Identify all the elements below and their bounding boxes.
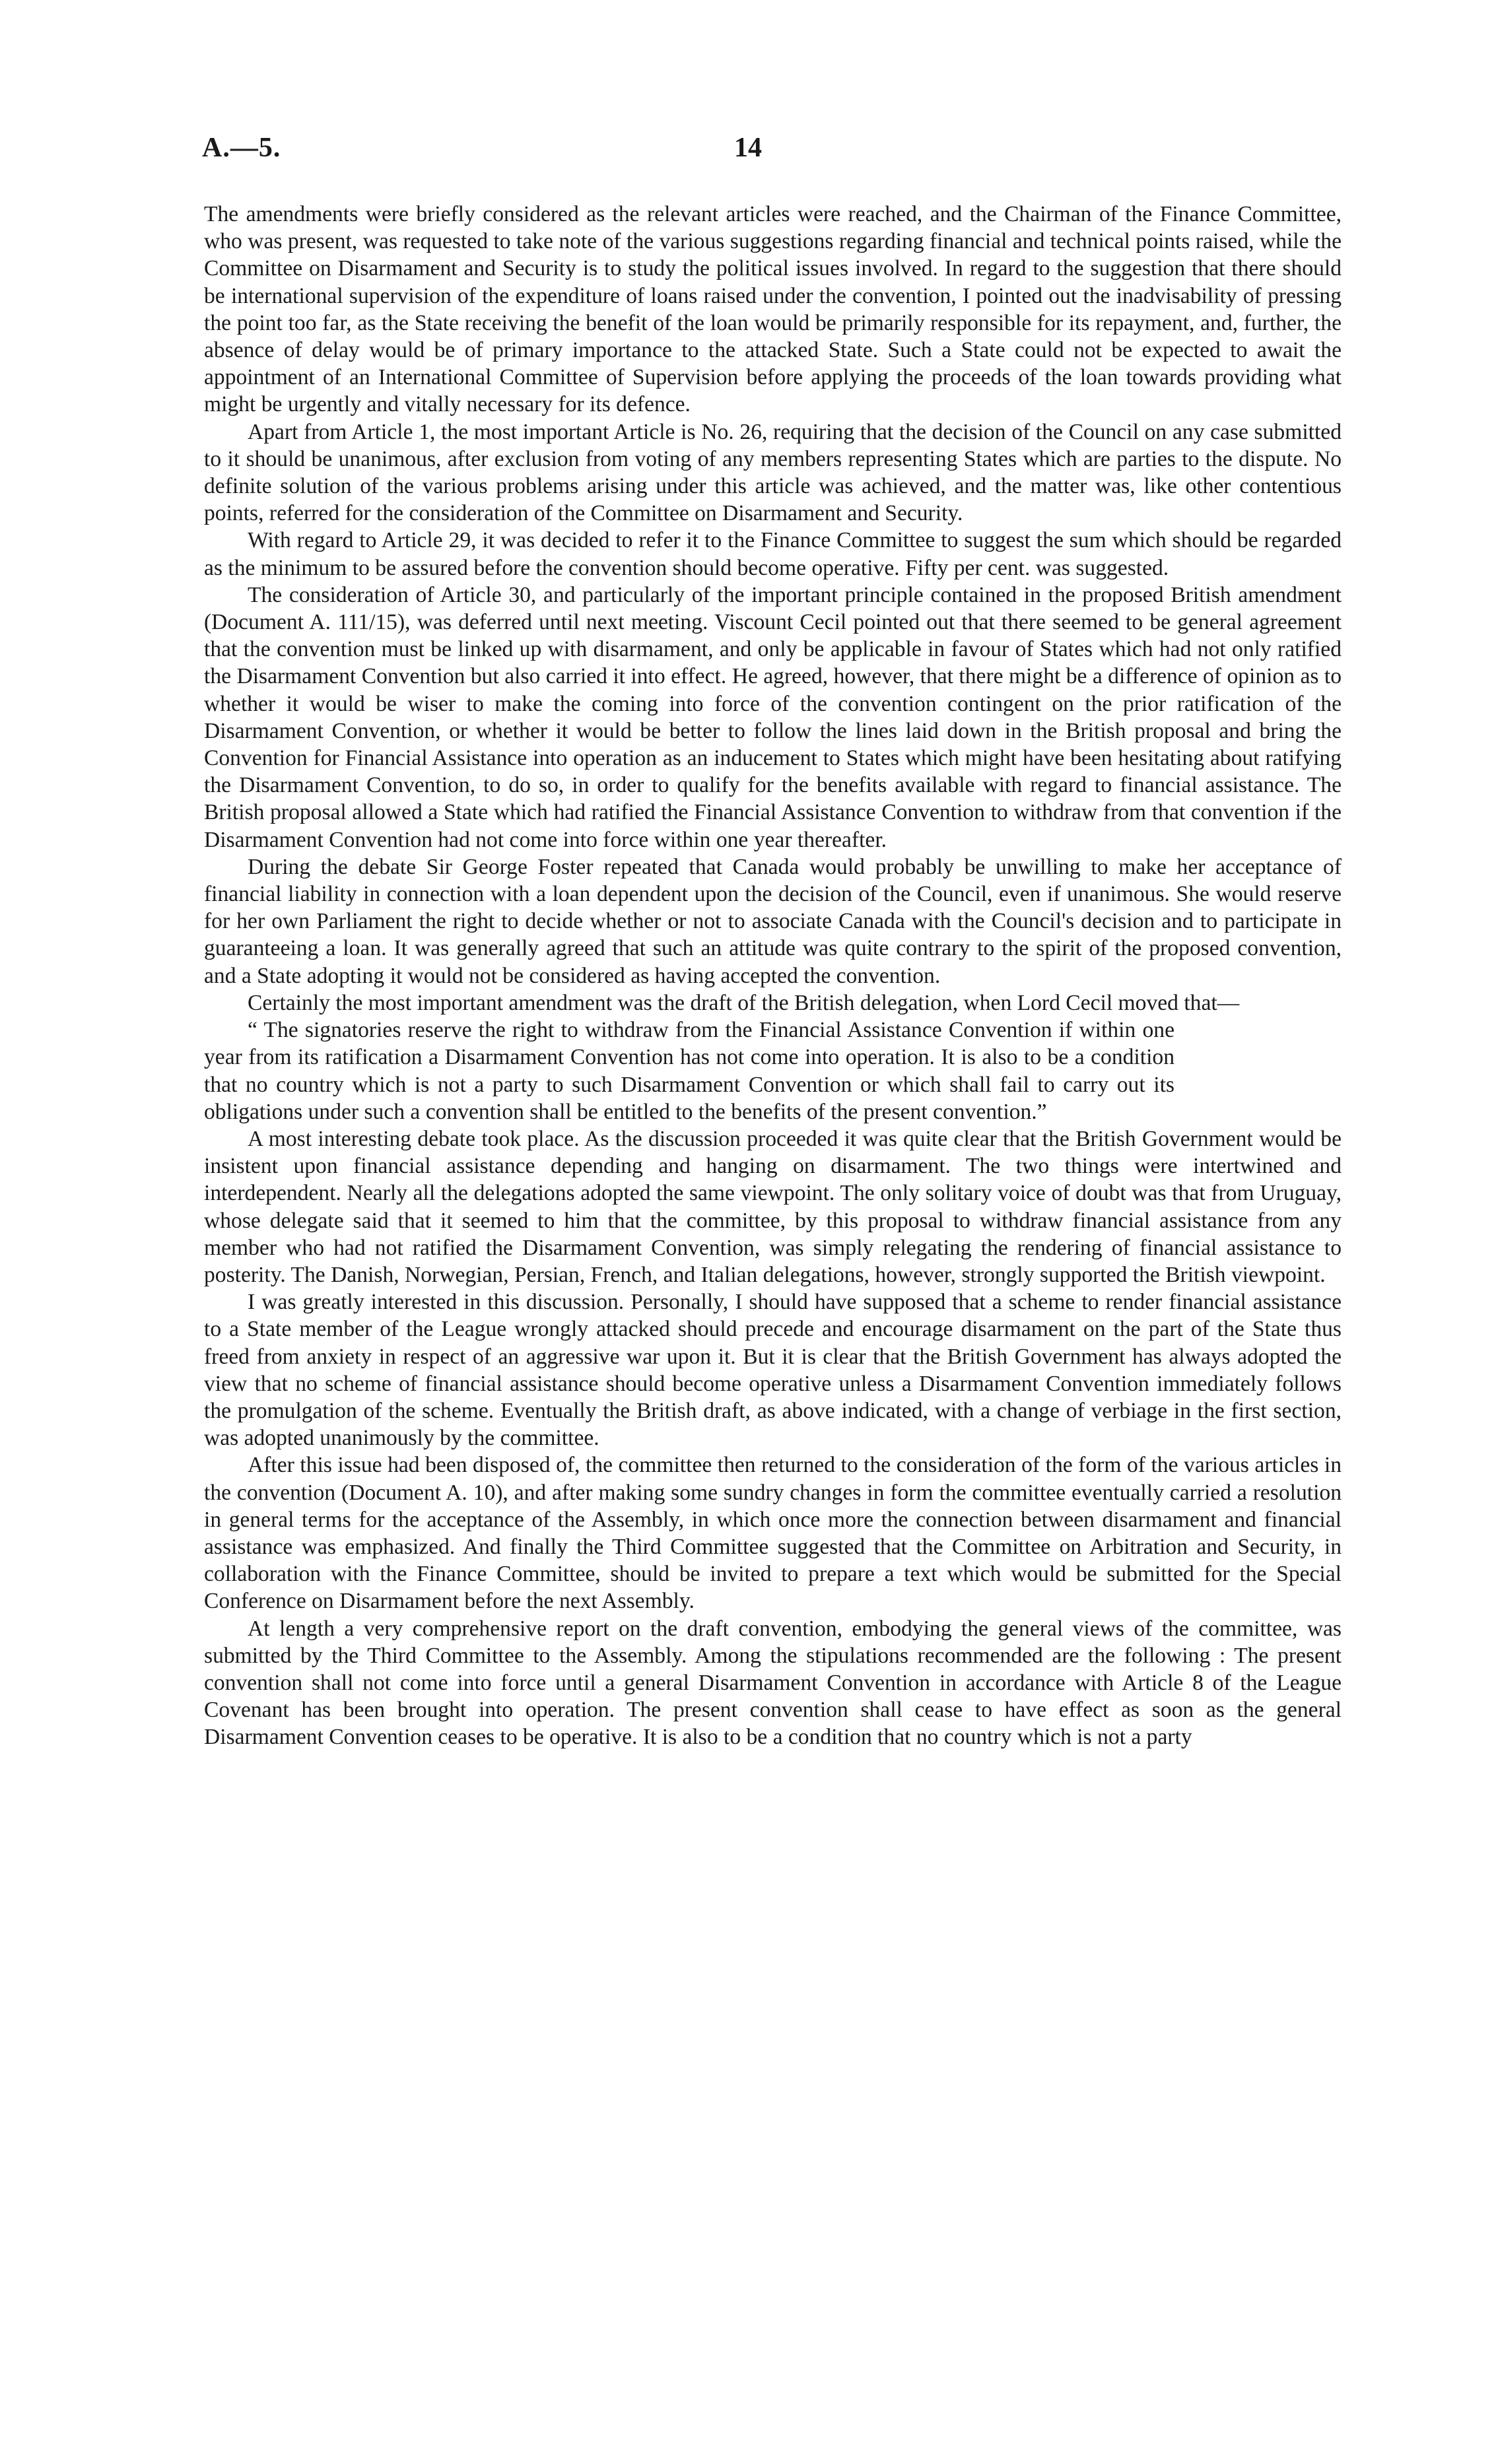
- paragraph-debate: A most interesting debate took place. As the discussion proceeded it was quite clear that the British Government would be insistent upon financial assistance depending and hanging on disarmament. The two things were intertwined and interdependent. Nearly all the delegations adopted the same viewpoint. The only solitary voice of doubt was that from Uruguay, whose delegate said that it seemed to him that the committee, by this proposal to withdraw financial assistance from any member who had not ratified the Disarmament Convention, was simply relegating the rendering of financial assistance to posterity. The Danish, Norwegian, Persian, French, and Italian delegations, however, strongly supported the British viewpoint.: [204, 1126, 1342, 1287]
- paragraph-article-30: The consideration of Article 30, and particularly of the important principle contained in the proposed British amendment (Document A. 111/15), was deferred until next meeting. Viscount Cecil pointed out that there seemed to be general agreement that the convention must be linked up with disarmament, and only be applicable in favour of States which had not only ratified the Disarmament Convention but also carried it into effect. He agreed, however, that there might be a difference of opinion as to whether it would be wiser to make the coming into force of the convention contingent on the prior ratification of the Disarmament Convention, or whether it would be better to follow the lines laid down in the British proposal and bring the Convention for Financial Assistance into operation as an inducement to States which might have been hesitating about ratifying the Disarmament Convention, to do so, in order to qualify for the benefits available with regard to financial assistance. The British proposal allowed a State which had ratified the Financial Assistance Convention to withdraw from that convention if the Disarmament Convention had not come into force within one year thereafter.: [204, 582, 1342, 852]
- page-number: 14: [734, 133, 762, 163]
- body-text: [204, 201, 1342, 1751]
- paragraph-british-amendment: Certainly the most important amendment was the draft of the British delegation, when Lord Cecil moved that—: [248, 990, 1240, 1015]
- paragraph-personal-view: I was greatly interested in this discussion. Personally, I should have supposed that a scheme to render financial assistance to a State member of the League wrongly attacked should precede and encourage disarmament on the part of the State thus freed from anxiety in respect of an aggressive war upon it. But it is clear that the British Government has always adopted the view that no scheme of financial assistance should become operative unless a Disarmament Convention immediately follows the promulgation of the scheme. Eventually the British draft, as above indicated, with a change of verbiage in the first section, was adopted unanimously by the committee.: [204, 1290, 1342, 1451]
- paragraph-article-29: With regard to Article 29, it was decided to refer it to the Finance Committee to suggest the sum which should be regarded as the minimum to be assured before the convention should become operative. Fifty per cent. was suggested.: [204, 528, 1342, 580]
- paragraph-article-26: Apart from Article 1, the most important Article is No. 26, requiring that the decision of the Council on any case submitted to it should be unanimous, after exclusion from voting of any members representing States which are parties to the dispute. No definite solution of the various problems arising under this article was achieved, and the matter was, like other contentious points, referred for the consideration of the Committee on Disarmament and Security.: [204, 419, 1342, 526]
- block-quote: “ The signatories reserve the right to withdraw from the Financial Assistance Convention if within one year from its ratification a Disarmament Convention has not come into operation. It is also to be a condition that no country which is not a party to such Disarmament Convention or which shall fail to carry out its obligations under such a convention shall be entitled to the benefits of the present convention.”: [204, 1018, 1175, 1124]
- paragraph-report: At length a very comprehensive report on the draft convention, embodying the general views of the committee, was submitted by the Third Committee to the Assembly. Among the stipulations recommended are the following : The present convention shall not come into force until a general Disarmament Convention in accordance with Article 8 of the League Covenant has been brought into operation. The present convention shall cease to have effect as soon as the general Disarmament Convention ceases to be operative. It is also to be a condition that no country which is not a party: [204, 1616, 1342, 1750]
- document-reference: A.—5.: [202, 133, 281, 163]
- paragraph-amendments: The amendments were briefly considered as the relevant articles were reached, and the Chairman of the Finance Committee, who was present, was requested to take note of the various suggestions regarding financial and technical points raised, while the Committee on Disarmament and Security is to study the political issues involved. In regard to the suggestion that there should be international supervision of the expenditure of loans raised under the convention, I pointed out the inadvisability of pressing the point too far, as the State receiving the benefit of the loan would be primarily responsible for its repayment, and, further, the absence of delay would be of primary importance to the attacked State. Such a State could not be expected to await the appointment of an International Committee of Supervision before applying the proceeds of the loan towards providing what might be urgently and vitally necessary for its defence.: [204, 202, 1342, 417]
- page-header: [0, 132, 1498, 172]
- paragraph-canada-debate: During the debate Sir George Foster repeated that Canada would probably be unwilling to make her acceptance of financial liability in connection with a loan dependent upon the decision of the Council, even if unanimous. She would reserve for her own Parliament the right to decide whether or not to associate Canada with the Council's decision and to participate in guaranteeing a loan. It was generally agreed that such an attitude was quite contrary to the spirit of the proposed convention, and a State adopting it would not be considered as having accepted the convention.: [204, 854, 1342, 988]
- paragraph-resolution: After this issue had been disposed of, the committee then returned to the consideration of the form of the various articles in the convention (Document A. 10), and after making some sundry changes in form the committee eventually carried a resolution in general terms for the acceptance of the Assembly, in which once more the connection between disarmament and financial assistance was emphasized. And finally the Third Committee suggested that the Committee on Arbitration and Security, in collaboration with the Finance Committee, should be invited to prepare a text which would be submitted for the Special Conference on Disarmament before the next Assembly.: [204, 1453, 1342, 1614]
